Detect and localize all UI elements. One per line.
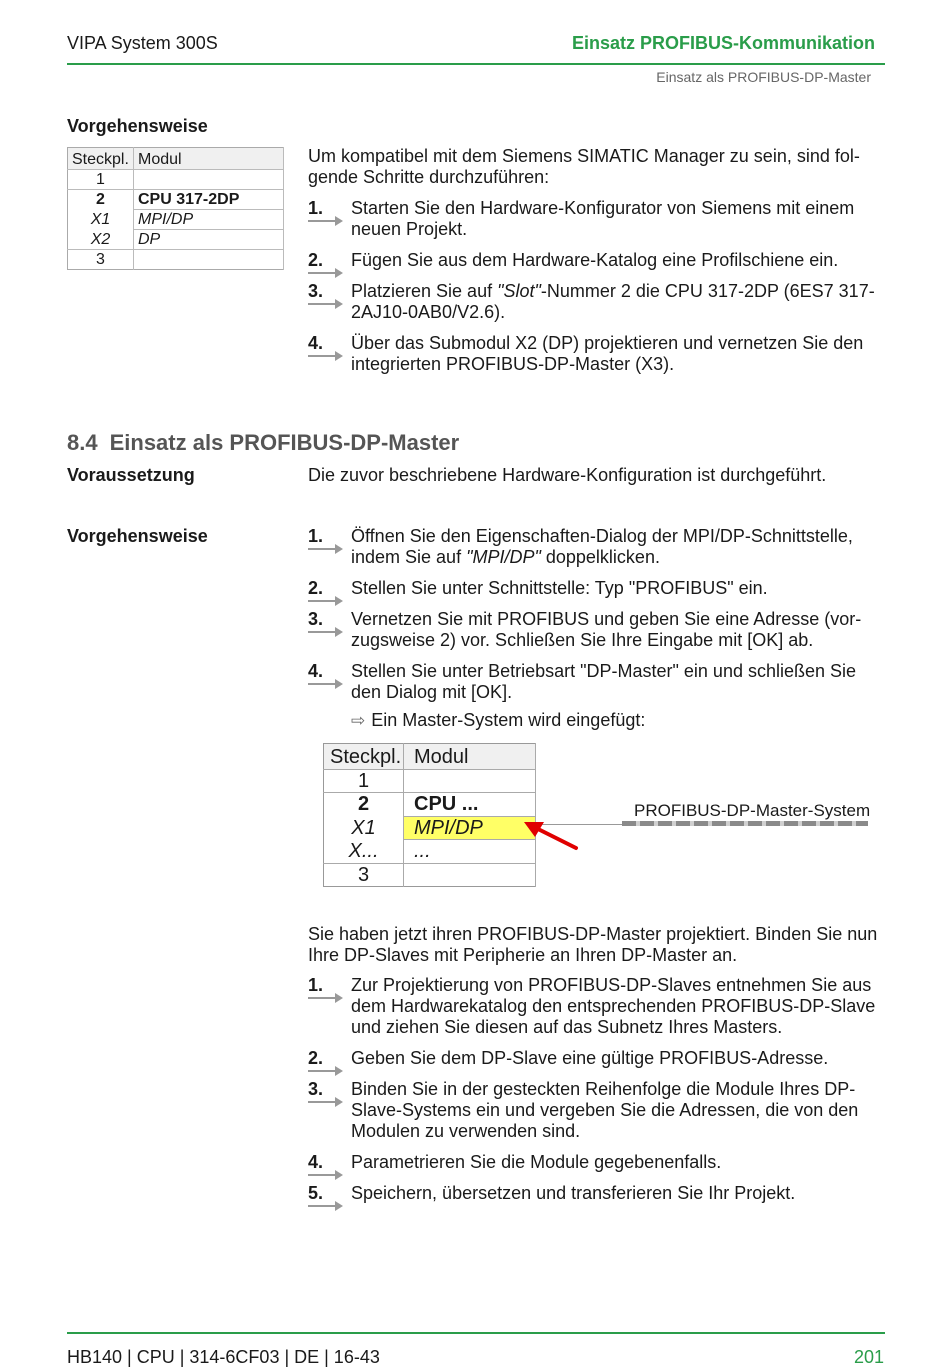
- step-text: Fügen Sie aus dem Hardware-Katalog eine Profilschiene ein.: [351, 250, 839, 270]
- list-item: [308, 526, 888, 568]
- slot-cell: 2: [68, 190, 134, 210]
- label-vorgehensweise-top: Vorgehensweise: [67, 116, 208, 136]
- step-text-post: doppelklicken.: [540, 547, 660, 567]
- slot-cell: 3: [68, 250, 134, 270]
- slot-cell: X...: [324, 840, 404, 864]
- table-row: [68, 210, 284, 230]
- table-row: [68, 170, 284, 190]
- step-arrow-icon: [308, 598, 343, 604]
- step-text-emphasis: "MPI/DP": [466, 547, 541, 567]
- table-row: [324, 840, 536, 864]
- result-text: Ein Master-System wird eingefügt:: [371, 710, 646, 730]
- step-text-pre: Öffnen Sie den Eigenschaften-Dialog der MPI/DP-Schnittstelle, indem Sie auf: [351, 526, 853, 567]
- step-arrow-icon: [308, 353, 343, 359]
- table-header-module: Modul: [404, 744, 536, 770]
- step-text: Geben Sie dem DP-Slave eine gültige PROFIBUS-Adresse.: [351, 1048, 829, 1068]
- label-voraussetzung: Voraussetzung: [67, 465, 195, 485]
- table-row: [68, 250, 284, 270]
- step-number: 5.: [308, 1183, 324, 1203]
- slot-cell: 2: [324, 793, 404, 817]
- module-cell: ...: [404, 840, 536, 864]
- list-item: [308, 281, 888, 323]
- step-arrow-icon: [308, 629, 343, 635]
- bus-label: PROFIBUS-DP-Master-System: [634, 801, 871, 820]
- top-steps-list: [308, 198, 888, 385]
- table-header-module: Modul: [134, 148, 284, 170]
- slaves-intro: Sie haben jetzt ihren PROFIBUS-DP-Master projektiert. Binden Sie nun Ihre DP-Slaves mit Peripherie an Ihren DP-Master an.: [308, 924, 878, 965]
- step-text: Starten Sie den Hardware-Konfigurator von Siemens mit einem neuen Projekt.: [351, 198, 855, 239]
- module-cell: CPU ...: [404, 793, 536, 817]
- header-title: VIPA System 300S: [67, 33, 218, 53]
- step-text: Zur Projektierung von PROFIBUS-DP-Slaves entnehmen Sie aus dem Hardwarekatalog den entsprechenden PROFIBUS-DP-Slave und ziehen Sie diesen auf das Subnetz Ihres Masters.: [351, 975, 876, 1037]
- table-row: [324, 793, 536, 817]
- step-number: 1.: [308, 975, 324, 995]
- slot-table-small: [67, 147, 284, 270]
- hollow-arrow-right-icon: ⇨: [351, 711, 366, 730]
- step-number: 4.: [308, 661, 324, 681]
- slave-steps-list: [308, 975, 888, 1214]
- step-text-post: -Nummer 2 die CPU 317-2DP (6ES7 317-2AJ10-0AB0/V2.6).: [351, 281, 875, 322]
- list-item: [308, 333, 888, 375]
- module-cell-highlighted[interactable]: MPI/DP: [404, 816, 536, 840]
- list-item: [308, 1079, 888, 1142]
- table-row: [68, 230, 284, 250]
- module-cell: [134, 250, 284, 270]
- module-cell: [404, 769, 536, 793]
- slot-cell: 1: [324, 769, 404, 793]
- step-arrow-icon: [308, 681, 343, 687]
- step-number: 4.: [308, 333, 324, 353]
- step-text: Stellen Sie unter Schnittstelle: Typ "PROFIBUS" ein.: [351, 578, 768, 598]
- step-number: 2.: [308, 1048, 324, 1068]
- section-heading: [67, 430, 459, 456]
- list-item: [308, 1183, 888, 1204]
- step-arrow-icon: [308, 1099, 343, 1105]
- profibus-rail: [622, 821, 868, 826]
- section-number: 8.4: [67, 430, 98, 455]
- module-cell: DP: [134, 230, 284, 250]
- list-item: [308, 661, 888, 703]
- list-item: [308, 578, 888, 599]
- step-arrow-icon: [308, 1172, 343, 1178]
- page-number: 201: [853, 1347, 884, 1367]
- list-item: [308, 1152, 888, 1173]
- step-arrow-icon: [308, 1068, 343, 1074]
- step-arrow-icon: [308, 1203, 343, 1209]
- slot-cell: 1: [68, 170, 134, 190]
- step-text: Binden Sie in der gesteckten Reihenfolge die Module Ihres DP-Slave-Systems ein und vergeben Sie die Adressen, die von den Modulen zu verwenden sind.: [351, 1079, 859, 1141]
- step-arrow-icon: [308, 270, 343, 276]
- list-item: [308, 1048, 888, 1069]
- list-item: [308, 975, 888, 1038]
- master-steps-list: [308, 526, 888, 713]
- table-header-row: [68, 148, 284, 170]
- intro-paragraph: Um kompatibel mit dem Siemens SIMATIC Manager zu sein, sind fol-gende Schritte durchzuführen:: [308, 146, 860, 187]
- step-text-pre: Platzieren Sie auf: [351, 281, 498, 301]
- step-number: 3.: [308, 1079, 324, 1099]
- step-number: 2.: [308, 578, 324, 598]
- module-cell: [404, 863, 536, 887]
- header-chapter: Einsatz PROFIBUS-Kommunikation: [571, 33, 875, 53]
- list-item: [308, 609, 888, 651]
- footer-doc-id: HB140 | CPU | 314-6CF03 | DE | 16-43: [67, 1347, 380, 1367]
- step-number: 1.: [308, 198, 324, 218]
- table-row: [68, 190, 284, 210]
- step-arrow-icon: [308, 301, 343, 307]
- step-text: Vernetzen Sie mit PROFIBUS und geben Sie eine Adresse (vor-zugsweise 2) vor. Schließen Sie Ihre Eingabe mit [OK] ab.: [351, 609, 862, 650]
- step-number: 3.: [308, 609, 324, 629]
- step-text: Parametrieren Sie die Module gegebenenfalls.: [351, 1152, 722, 1172]
- table-row: [324, 769, 536, 793]
- step-number: 1.: [308, 526, 324, 546]
- step-number: 2.: [308, 250, 324, 270]
- table-header-row: [324, 744, 536, 770]
- table-header-slot: Steckpl.: [324, 744, 404, 770]
- slot-cell: 3: [324, 863, 404, 887]
- module-cell: [134, 170, 284, 190]
- step-arrow-icon: [308, 218, 343, 224]
- slot-cell: X2: [68, 230, 134, 250]
- step-arrow-icon: [308, 546, 343, 552]
- result-line: [351, 710, 645, 731]
- footer-divider: [67, 1332, 885, 1334]
- step-arrow-icon: [308, 995, 343, 1001]
- step-text: Über das Submodul X2 (DP) projektieren und vernetzen Sie den integrierten PROFIBUS-DP-Master (X3).: [351, 333, 864, 374]
- label-vorgehensweise: Vorgehensweise: [67, 526, 208, 546]
- step-text: Stellen Sie unter Betriebsart "DP-Master" ein und schließen Sie den Dialog mit [OK].: [351, 661, 857, 702]
- list-item: [308, 198, 888, 240]
- step-number: 3.: [308, 281, 324, 301]
- table-row: [324, 816, 536, 840]
- header-subtitle: Einsatz als PROFIBUS-DP-Master: [656, 69, 871, 85]
- slot-table-config: [323, 743, 536, 887]
- voraussetzung-text: Die zuvor beschriebene Hardware-Konfiguration ist durchgeführt.: [308, 465, 827, 485]
- module-cell: CPU 317-2DP: [134, 190, 284, 210]
- step-text-emphasis: "Slot": [497, 281, 541, 301]
- section-title: Einsatz als PROFIBUS-DP-Master: [109, 430, 460, 455]
- step-text: Speichern, übersetzen und transferieren Sie Ihr Projekt.: [351, 1183, 796, 1203]
- table-header-slot: Steckpl.: [68, 148, 134, 170]
- step-number: 4.: [308, 1152, 324, 1172]
- table-row: [324, 863, 536, 887]
- red-pointer-arrow-icon: [522, 818, 582, 854]
- list-item: [308, 250, 888, 271]
- slot-cell: X1: [324, 816, 404, 840]
- module-cell: MPI/DP: [134, 210, 284, 230]
- header-divider: [67, 63, 885, 65]
- slot-cell: X1: [68, 210, 134, 230]
